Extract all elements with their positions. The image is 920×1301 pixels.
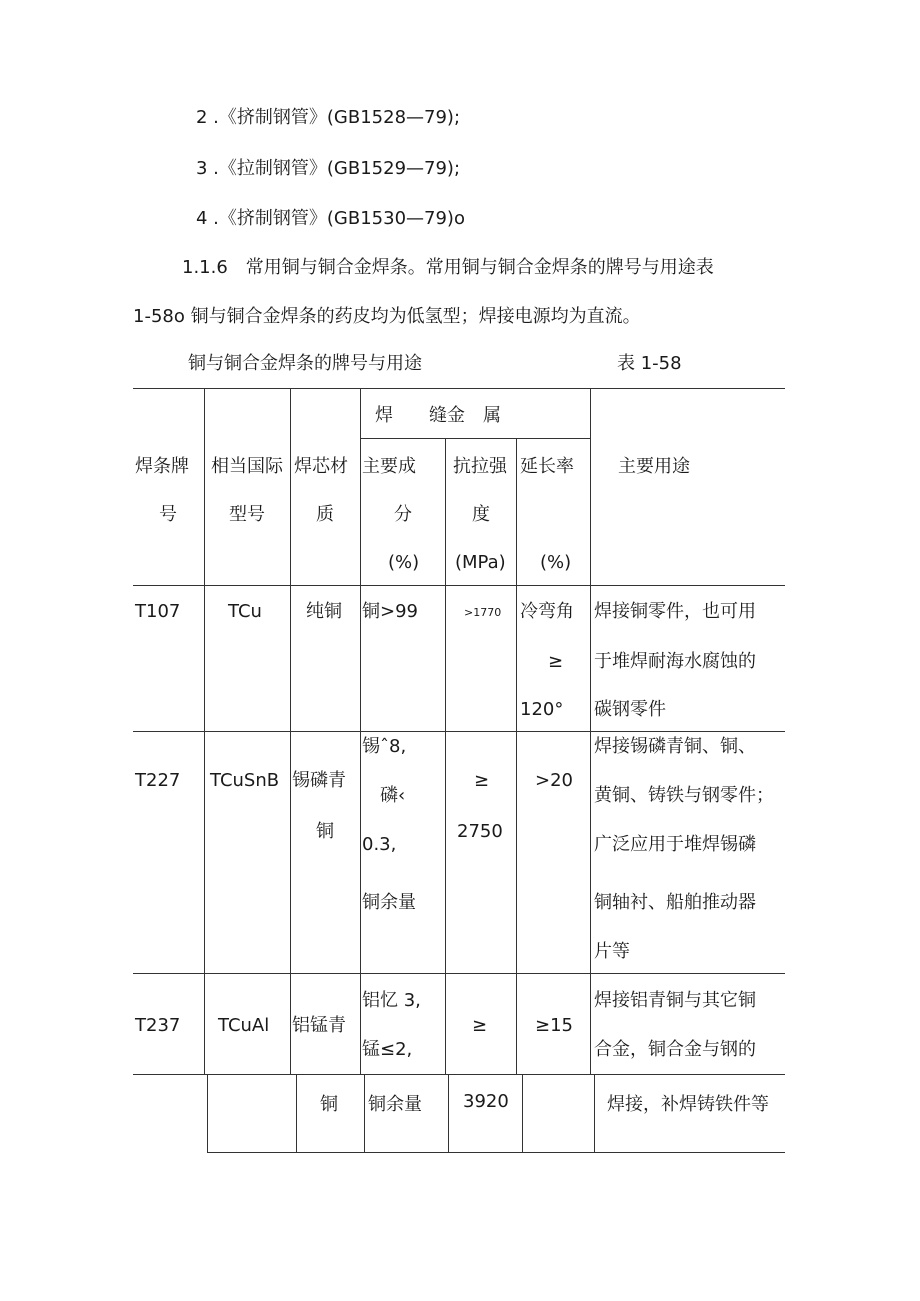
col-line-1 bbox=[204, 388, 205, 1074]
header-core-2: 质 bbox=[316, 504, 334, 525]
cell-core-1: 铝锰青 bbox=[292, 1015, 346, 1036]
header-comp-2: 分 bbox=[394, 504, 412, 525]
rule-row1-bottom bbox=[133, 731, 785, 732]
cell-core: 纯铜 bbox=[306, 601, 342, 622]
cell-intl: TCuSnB bbox=[210, 770, 280, 791]
cont-line-1 bbox=[296, 1074, 297, 1152]
col-line-3 bbox=[360, 388, 361, 1074]
cell-comp-4: 铜余量 bbox=[362, 892, 416, 913]
cell-tensile-1: ≥ bbox=[474, 770, 490, 791]
cell-core-2: 铜 bbox=[320, 1094, 338, 1115]
list-item-2: 2 .《挤制钢管》(GB1528—79); bbox=[196, 107, 461, 128]
cont-line-4 bbox=[522, 1074, 523, 1152]
header-elong-3: (%) bbox=[540, 552, 572, 573]
rule-bottom bbox=[207, 1152, 785, 1153]
cell-comp-1: 铝忆 3, bbox=[362, 990, 421, 1011]
header-comp-1: 主要成 bbox=[362, 456, 416, 477]
cell-use-1: 焊接铝青铜与其它铜 bbox=[594, 990, 756, 1011]
table-caption: 铜与铜合金焊条的牌号与用途 bbox=[188, 353, 422, 374]
cell-elong-3: 120° bbox=[520, 699, 564, 720]
header-intl-1: 相当国际 bbox=[211, 456, 283, 477]
header-intl-2: 型号 bbox=[229, 504, 265, 525]
cell-elong: >20 bbox=[535, 770, 573, 791]
cell-tensile-2: 3920 bbox=[463, 1091, 509, 1112]
cell-use-1: 焊接锡磷青铜、铜、 bbox=[594, 736, 756, 757]
cell-use-3: 碳钢零件 bbox=[594, 699, 666, 720]
cell-elong-1: 冷弯角 bbox=[520, 601, 574, 622]
cont-line-0 bbox=[207, 1074, 208, 1152]
table-number: 表 1-58 bbox=[617, 353, 682, 374]
list-item-3: 3 .《拉制钢管》(GB1529—79); bbox=[196, 158, 461, 179]
cell-grade: T107 bbox=[135, 601, 181, 622]
rule-top bbox=[133, 388, 785, 389]
cell-elong: ≥15 bbox=[535, 1015, 573, 1036]
col-line-5 bbox=[516, 438, 517, 1074]
cell-comp: 铜>99 bbox=[362, 601, 418, 622]
cell-tensile-1: ≥ bbox=[472, 1015, 488, 1036]
rule-row2-bottom bbox=[133, 973, 785, 974]
header-comp-3: (%) bbox=[388, 552, 420, 573]
paragraph-line-2: 1-58o 铜与铜合金焊条的药皮均为低氢型；焊接电源均为直流。 bbox=[133, 306, 641, 327]
header-grade-1: 焊条牌 bbox=[135, 456, 189, 477]
header-core-1: 焊芯材 bbox=[294, 456, 348, 477]
cell-grade: T237 bbox=[135, 1015, 181, 1036]
cell-comp-2: 磷‹ bbox=[380, 785, 406, 806]
header-weld-metal: 焊 缝金 属 bbox=[375, 405, 501, 426]
cell-comp-2: 锰≤2, bbox=[362, 1039, 413, 1060]
rule-page-break bbox=[133, 1074, 785, 1075]
cell-intl: TCu bbox=[228, 601, 262, 622]
cell-use-2: 于堆焊耐海水腐蚀的 bbox=[594, 651, 756, 672]
header-elong-1: 延长率 bbox=[520, 456, 574, 477]
cont-line-5 bbox=[594, 1074, 595, 1152]
list-item-4: 4 .《挤制钢管》(GB1530—79)o bbox=[196, 208, 465, 229]
header-use: 主要用途 bbox=[618, 456, 690, 477]
header-tens-2: 度 bbox=[472, 504, 490, 525]
cell-grade: T227 bbox=[135, 770, 181, 791]
cell-use-5: 片等 bbox=[594, 941, 630, 962]
cell-use-1: 焊接铜零件，也可用 bbox=[594, 601, 756, 622]
paragraph-line-1: 1.1.6 常用铜与铜合金焊条。常用铜与铜合金焊条的牌号与用途表 bbox=[182, 257, 714, 278]
col-line-2 bbox=[290, 388, 291, 1074]
cell-intl: TCuAl bbox=[218, 1015, 270, 1036]
cell-comp-1: 锡ˆ8, bbox=[362, 736, 407, 757]
cell-core-1: 锡磷青 bbox=[292, 770, 346, 791]
cell-core-2: 铜 bbox=[316, 821, 334, 842]
header-grade-2: 号 bbox=[159, 504, 177, 525]
cell-use-3: 广泛应用于堆焊锡磷 bbox=[594, 834, 756, 855]
cell-use-2: 合金，铜合金与钢的 bbox=[594, 1039, 756, 1060]
col-line-6 bbox=[590, 388, 591, 1074]
cell-tensile: >1770 bbox=[464, 606, 502, 619]
cell-elong-2: ≥ bbox=[548, 651, 564, 672]
header-tens-3: (MPa) bbox=[455, 552, 506, 573]
cell-tensile-2: 2750 bbox=[457, 821, 503, 842]
rule-subheader bbox=[360, 438, 590, 439]
header-tens-1: 抗拉强 bbox=[453, 456, 507, 477]
cont-line-3 bbox=[448, 1074, 449, 1152]
cell-use-2: 黄铜、铸铁与钢零件； bbox=[594, 785, 774, 806]
cell-use-3: 焊接，补焊铸铁件等 bbox=[607, 1094, 769, 1115]
cell-comp-3: 铜余量 bbox=[368, 1094, 422, 1115]
rule-header-bottom bbox=[133, 585, 785, 586]
col-line-4 bbox=[445, 438, 446, 1074]
cell-comp-3: 0.3, bbox=[362, 834, 397, 855]
cell-use-4: 铜轴衬、船舶推动器 bbox=[594, 892, 756, 913]
cont-line-2 bbox=[364, 1074, 365, 1152]
